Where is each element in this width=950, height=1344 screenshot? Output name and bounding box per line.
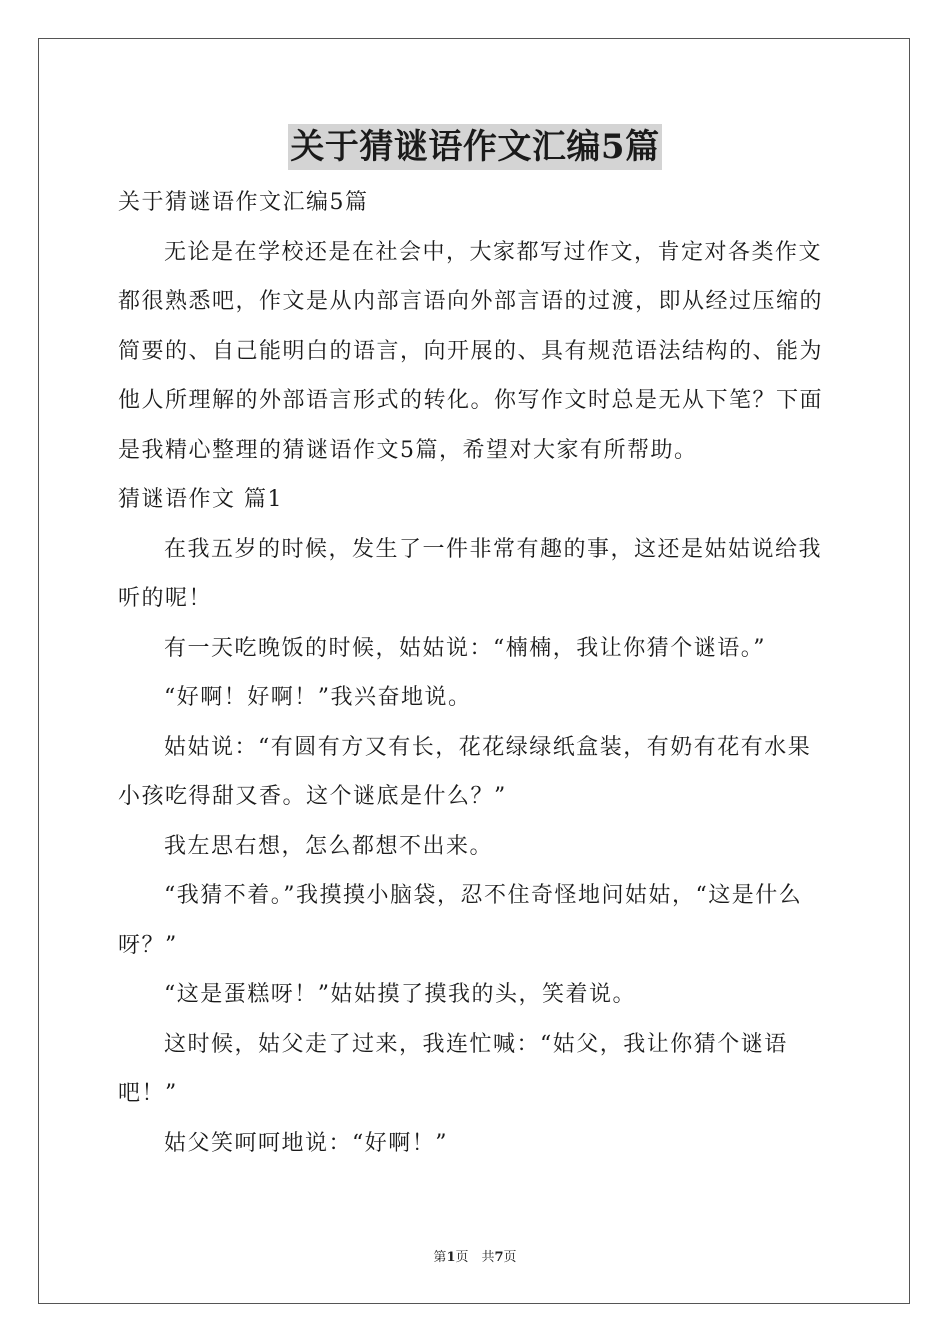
page-mid: 页 共 <box>455 1250 495 1265</box>
page-current: 1 <box>446 1250 456 1265</box>
document-subtitle: 关于猜谜语作文汇编5篇 <box>118 190 369 215</box>
body-paragraph: 姑姑说：“有圆有方又有长，花花绿绿纸盒装，有奶有花有水果小孩吃得甜又香。这个谜底是什么？” <box>118 734 812 809</box>
body-paragraph: “我猜不着。”我摸摸小脑袋，忍不住奇怪地问姑姑，“这是什么呀？” <box>118 883 803 958</box>
page-footer <box>0 1246 950 1265</box>
page-prefix: 第 <box>433 1250 447 1265</box>
body-paragraph: 在我五岁的时候，发生了一件非常有趣的事，这还是姑姑说给我听的呢！ <box>118 536 823 611</box>
page-suffix: 页 <box>503 1250 517 1265</box>
body-paragraph: “好啊！好啊！”我兴奋地说。 <box>164 685 472 710</box>
section-heading: 猜谜语作文 篇1 <box>118 487 283 512</box>
body-paragraph: “这是蛋糕呀！”姑姑摸了摸我的头，笑着说。 <box>164 982 636 1007</box>
body-paragraph: 这时候，姑父走了过来，我连忙喊：“姑父，我让你猜个谜语吧！” <box>118 1031 788 1106</box>
title-container <box>0 124 950 170</box>
page-total: 7 <box>494 1250 504 1265</box>
intro-paragraph: 无论是在学校还是在社会中，大家都写过作文，肯定对各类作文都很熟悉吧，作文是从内部言语向外部言语的过渡，即从经过压缩的简要的、自己能明白的语言，向开展的、具有规范语法结构的、能为他人所理解的外部语言形式的转化。你写作文时总是无从下笔？下面是我精心整理的猜谜语作文5篇，希望对大家有所帮助。 <box>118 239 824 463</box>
document-body <box>118 178 834 1168</box>
body-paragraph: 我左思右想，怎么都想不出来。 <box>164 833 494 859</box>
document-title: 关于猜谜语作文汇编5篇 <box>288 124 661 170</box>
body-paragraph: 姑父笑呵呵地说：“好啊！” <box>164 1130 448 1156</box>
body-paragraph: 有一天吃晚饭的时候，姑姑说：“楠楠，我让你猜个谜语。” <box>164 635 766 661</box>
